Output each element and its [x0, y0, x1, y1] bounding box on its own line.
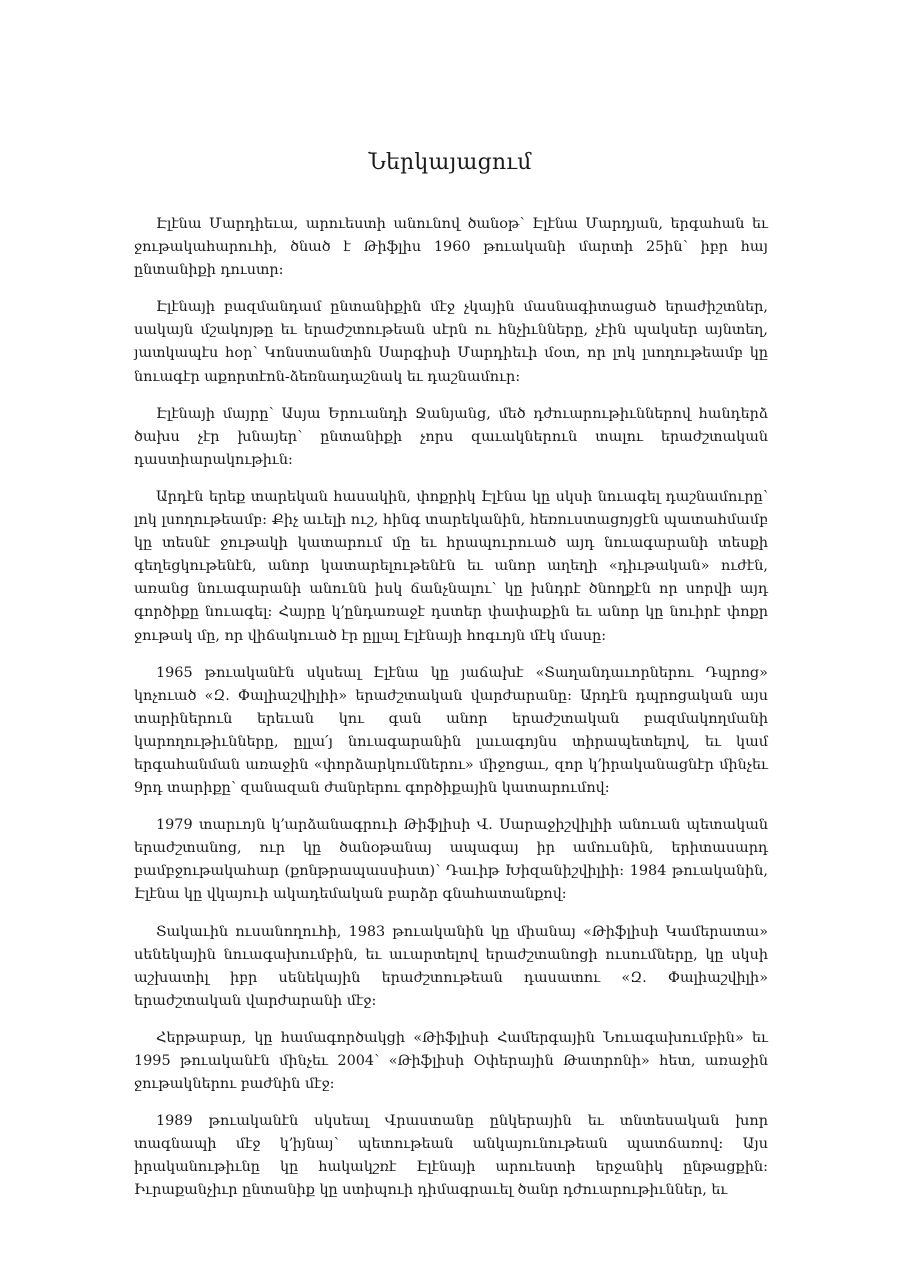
- paragraph-6: 1979 տարւոյն կ՚արձանագրուի Թիֆլիսի Վ. Սարաջիշվիլիի անուան պետական երաժշտանոց, ուր կը ծանօթանայ ապագայ իր ամուսնին, երիտասարդ բամբջութակահար (քոնթրապասսիստ)՝ Դաւիթ Խիզանիշվիլիի։ 1984 թուականին, Էլէնա կը վկայուի ակադեմական բարձր գնահատանքով։: [134, 817, 768, 903]
- page-title: Ներկայացում: [368, 150, 532, 175]
- paragraph-5: 1965 թուականէն սկսեալ Էլէնա կը յաճախէ «Տաղանդաւորներու Դպրոց» կոչուած «Զ. Փալիաշվիլիի» երաժշտական վարժարանը։ Արդէն դպրոցական այս տարիներուն երեւան կու գան անոր երաժշտական բազմակողմանի կարողութիւնները, ըլլա՛յ նուագարանին լաւագոյնս տիրապետելով, եւ կամ երգահանման առաջին «փորձարկումներու» միջոցաւ, զոր կ՚իրականացնէր մինչեւ 9րդ տարիքը՝ զանազան ժանրերու գործիքային կատարումով։: [134, 664, 768, 797]
- paragraph-2: Էլէնայի բազմանդամ ընտանիքին մէջ չկային մասնագիտացած երաժիշտներ, սակայն մշակոյթը եւ երաժշտութեան սէրն ու հնչիւնները, չէին պակսեր այնտեղ, յատկապէս հօր՝ Կոնստանտին Սարգիսի Մարդիեւի մօտ, որ լոկ լսողութեամբ կը նուագէր աքորտէոն-ձեռնադաշնակ եւ դաշնամուր։: [134, 299, 768, 385]
- paragraph-8: Հերթաբար, կը համագործակցի «Թիֆլիսի Համերգային Նուագախումբին» եւ 1995 թուականէն մինչեւ 2004՝ «Թիֆլիսի Օփերային Թատրոնի» հետ, առաջին ջութակներու բաժնին մէջ։: [134, 1029, 768, 1093]
- paragraph-3: Էլէնայի մայրը՝ Ասյա Երուանդի Ջանյանց, մեծ դժուարութիւններով հանդերձ ծախս չէր խնայեր՝ ընտանիքի չորս զաւակներուն տալու երաժշտական դաստիարակութիւն։: [134, 405, 768, 468]
- document-body: [134, 213, 768, 1217]
- paragraph-7: Տակաւին ուսանողուհի, 1983 թուականին կը միանայ «Թիֆլիսի Կամերատա» սենեկային նուագախումբին, եւ աւարտելով երաժշտանոցի ուսումները, կը սկսի աշխատիլ իբր սենեկային երաժշտութեան դասատու «Զ. Փալիաշվիլի» երաժշտական վարժարանի մէջ։: [134, 923, 768, 1009]
- paragraph-4: Արդէն երեք տարեկան հասակին, փոքրիկ Էլէնա կը սկսի նուագել դաշնամուրը՝ լոկ լսողութեամբ։ Քիչ աւելի ուշ, հինգ տարեկանին, հեռուստացոյցէն պատահմամբ կը տեսնէ ջութակի կատարում մը եւ հրապուրուած այդ նուագարանի տեսքի գեղեցկութենէն, անոր կատարելութենէն եւ անոր աղեղի «դիւթական» ուժէն, առանց նուագարանի անունն իսկ ճանչնալու՝ կը խնդրէ ծնողքէն որ սորվի այդ գործիքը նուագել։ Հայրը կ՚ընդառաջէ դստեր փափաքին եւ անոր կը նուիրէ փոքր ջութակ մը, որ վիճակուած էր ըլլալ Էլէնայի հոգւոյն մէկ մասը։: [134, 488, 768, 644]
- paragraph-1: Էլէնա Մարդիեւա, արուեստի անունով ծանօթ՝ Էլէնա Մարդյան, երգահան եւ ջութակահարուհի, ծնած է Թիֆլիս 1960 թուականի մարտի 25ին՝ իբր հայ ընտանիքի դուստր։: [134, 216, 768, 279]
- paragraph-9: 1989 թուականէն սկսեալ Վրաստանը ընկերային եւ տնտեսական խոր տագնապի մէջ կ՚իյնայ՝ պետութեան անկայունութեան պատճառով։ Այս իրականութիւնը կը հակակշռէ Էլէնայի արուեստի երջանիկ ընթացքին։ Իւրաքանչիւր ընտանիք կը ստիպուի դիմագրաւել ծանր դժուարութիւններ, եւ: [134, 1113, 768, 1199]
